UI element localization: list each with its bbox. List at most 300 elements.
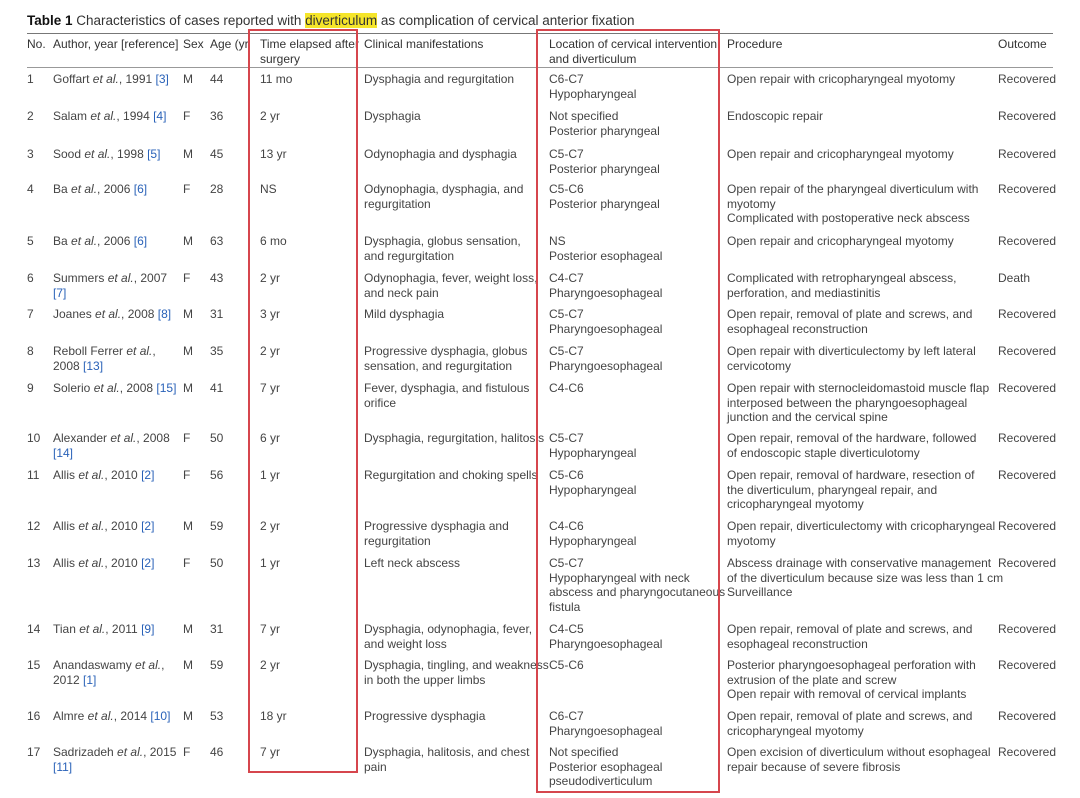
procedure-line: cervicotomy xyxy=(727,358,792,373)
author-year: , 2006 xyxy=(97,234,134,248)
cell-author xyxy=(53,72,169,87)
header-sex xyxy=(183,37,204,52)
header-age xyxy=(210,37,249,52)
cell-sex: F xyxy=(183,745,191,759)
header-outcome-line: Outcome xyxy=(998,37,1047,51)
reference-link[interactable]: [13] xyxy=(83,358,104,373)
cell-outcome: Recovered xyxy=(998,519,1057,533)
clinical-line: Dysphagia, halitosis, and chest xyxy=(364,745,530,759)
cell-time-elapsed: 18 yr xyxy=(260,709,287,723)
author-year: , 1991 xyxy=(118,72,156,86)
table-caption xyxy=(27,13,635,28)
cell-outcome: Recovered xyxy=(998,745,1057,759)
location-line: C4-C6 xyxy=(549,381,584,395)
author-etal: et al. xyxy=(135,658,162,672)
reference-link[interactable]: [9] xyxy=(141,622,155,636)
cell-procedure xyxy=(727,344,976,373)
cell-age: 44 xyxy=(210,72,224,86)
clinical-line: in both the upper limbs xyxy=(364,672,486,687)
author-name: Joanes xyxy=(53,307,96,321)
cell-time-elapsed: 2 yr xyxy=(260,344,281,358)
cell-no: 2 xyxy=(27,109,34,123)
cell-sex: F xyxy=(183,109,191,123)
location-line: C5-C7 xyxy=(549,556,584,570)
cell-outcome: Recovered xyxy=(998,147,1057,161)
author-name: Ba xyxy=(53,182,72,196)
cell-sex: M xyxy=(183,147,193,161)
cell-time-elapsed: NS xyxy=(260,182,277,196)
location-line: C5-C7 xyxy=(549,307,584,321)
procedure-line: myotomy xyxy=(727,533,776,548)
cell-time-elapsed: 7 yr xyxy=(260,745,281,759)
author-year: , 2010 xyxy=(104,519,142,533)
procedure-line: Complicated with postoperative neck abscess xyxy=(727,211,970,225)
cell-time-elapsed: 1 yr xyxy=(260,556,281,570)
author-line xyxy=(53,468,154,483)
cell-time-elapsed: 2 yr xyxy=(260,658,281,672)
header-outcome xyxy=(998,37,1047,52)
location-line: pseudodiverticulum xyxy=(549,774,653,788)
author-name: Anandaswamy xyxy=(53,658,136,672)
cell-sex: F xyxy=(183,556,191,570)
caption-text: Characteristics of cases reported with xyxy=(72,13,306,28)
reference-link[interactable]: [2] xyxy=(141,468,155,482)
procedure-line: Open excision of diverticulum without esophageal xyxy=(727,745,991,759)
cell-clinical xyxy=(364,745,529,774)
author-line xyxy=(53,359,156,374)
clinical-line: Mild dysphagia xyxy=(364,307,445,321)
cell-sex: M xyxy=(183,709,193,723)
cell-procedure xyxy=(727,468,974,512)
procedure-line: cricopharyngeal myotomy xyxy=(727,723,864,738)
reference-link[interactable]: [2] xyxy=(141,556,155,570)
cell-outcome: Death xyxy=(998,271,1031,285)
clinical-line: Dysphagia, globus sensation, xyxy=(364,234,521,248)
header-procedure-line: Procedure xyxy=(727,37,783,51)
author-line xyxy=(53,147,160,162)
author-name: Goffart xyxy=(53,72,93,86)
cell-procedure xyxy=(727,182,978,226)
author-name: Solerio xyxy=(53,381,94,395)
location-line: Pharyngoesophageal xyxy=(549,636,663,651)
procedure-line: Open repair and cricopharyngeal myotomy xyxy=(727,147,954,161)
reference-link[interactable]: [2] xyxy=(141,519,155,533)
procedure-line: of endoscopic staple diverticulotomy xyxy=(727,445,920,460)
cell-clinical xyxy=(364,147,517,162)
clinical-line: Fever, dysphagia, and fistulous xyxy=(364,381,530,395)
table-label: Table 1 xyxy=(27,13,73,28)
cell-time-elapsed: 13 yr xyxy=(260,147,287,161)
cell-time-elapsed: 11 mo xyxy=(260,72,293,86)
procedure-line: repair because of severe fibrosis xyxy=(727,759,901,774)
author-etal: et al. xyxy=(87,709,114,723)
cell-author xyxy=(53,431,170,460)
author-year: , 2011 xyxy=(105,622,142,636)
header-location-line: and diverticulum xyxy=(549,51,637,66)
cell-procedure xyxy=(727,381,989,425)
reference-link[interactable]: [4] xyxy=(153,109,167,123)
header-author-line: Author, year [reference] xyxy=(53,37,179,51)
cell-age: 50 xyxy=(210,556,224,570)
cell-clinical xyxy=(364,431,544,446)
cell-author xyxy=(53,344,156,373)
location-line: C4-C6 xyxy=(549,519,584,533)
procedure-line: Open repair with cricopharyngeal myotomy xyxy=(727,72,956,86)
cell-no: 4 xyxy=(27,182,34,196)
cell-procedure xyxy=(727,519,995,548)
author-etal: et al. xyxy=(126,344,153,358)
clinical-line: orifice xyxy=(364,395,397,410)
header-age-line: Age (yr xyxy=(210,37,249,51)
author-etal: et al. xyxy=(78,468,105,482)
cell-author xyxy=(53,234,147,249)
clinical-line: sensation, and regurgitation xyxy=(364,358,513,373)
author-etal: et al. xyxy=(110,431,137,445)
location-line: Hypopharyngeal xyxy=(549,533,637,548)
cell-no: 13 xyxy=(27,556,41,570)
procedure-line: Posterior pharyngoesophageal perforation with xyxy=(727,658,976,672)
author-year: , xyxy=(152,344,156,358)
author-name: Ba xyxy=(53,234,72,248)
author-line xyxy=(53,431,170,446)
cell-time-elapsed: 2 yr xyxy=(260,271,281,285)
procedure-line: Open repair and cricopharyngeal myotomy xyxy=(727,234,954,248)
reference-link[interactable]: [3] xyxy=(155,72,169,86)
author-line xyxy=(53,760,176,775)
author-etal: et al. xyxy=(71,182,98,196)
procedure-line: Open repair, removal of plate and screws, and xyxy=(727,622,973,636)
cell-procedure xyxy=(727,658,976,702)
cell-no: 6 xyxy=(27,271,34,285)
procedure-line: junction and the cervical spine xyxy=(727,410,888,424)
cell-clinical xyxy=(364,709,485,724)
header-time-elapsed-line: surgery xyxy=(260,51,301,66)
header-author xyxy=(53,37,178,52)
clinical-line: Dysphagia, tingling, and weakness xyxy=(364,658,549,672)
cell-procedure xyxy=(727,109,823,124)
cell-sex: M xyxy=(183,307,193,321)
location-line: C5-C7 xyxy=(549,431,584,445)
reference-link[interactable]: [6] xyxy=(133,182,148,196)
author-year: , xyxy=(161,658,165,672)
procedure-line: Open repair of the pharyngeal diverticulum with xyxy=(727,182,979,196)
cell-no: 8 xyxy=(27,344,34,358)
cell-sex: M xyxy=(183,622,193,636)
cell-age: 59 xyxy=(210,519,224,533)
cell-sex: F xyxy=(183,431,191,445)
reference-link[interactable]: [5] xyxy=(147,147,161,161)
procedure-line: the diverticulum, pharyngeal repair, and xyxy=(727,482,938,497)
cell-sex: F xyxy=(183,468,191,482)
cell-no: 16 xyxy=(27,709,41,723)
header-clinical-manifestations-line: Clinical manifestations xyxy=(364,37,484,51)
reference-link[interactable]: [10] xyxy=(150,709,171,723)
cell-age: 59 xyxy=(210,658,224,672)
author-etal: et al. xyxy=(78,556,105,570)
reference-link[interactable]: [1] xyxy=(83,672,97,687)
clinical-line: regurgitation xyxy=(364,196,431,211)
reference-link[interactable]: [11] xyxy=(53,759,73,774)
clinical-line: regurgitation xyxy=(364,533,431,548)
author-name: Reboll Ferrer xyxy=(53,344,127,358)
cell-age: 28 xyxy=(210,182,224,196)
cell-author xyxy=(53,556,154,571)
cell-outcome: Recovered xyxy=(998,622,1057,636)
procedure-line: Open repair with diverticulectomy by left lateral xyxy=(727,344,976,358)
cell-sex: M xyxy=(183,72,193,86)
cell-procedure xyxy=(727,234,954,249)
cell-clinical xyxy=(364,658,549,687)
author-name: Allis xyxy=(53,468,79,482)
cell-time-elapsed: 6 yr xyxy=(260,431,281,445)
location-line: NS xyxy=(549,234,566,248)
cell-time-elapsed: 7 yr xyxy=(260,622,281,636)
cell-outcome: Recovered xyxy=(998,381,1057,395)
procedure-line: of the diverticulum because size was less than 1 cm xyxy=(727,570,1004,585)
cell-author xyxy=(53,745,176,774)
cell-no: 15 xyxy=(27,658,41,672)
procedure-line: Open repair with sternocleidomastoid muscle flap xyxy=(727,381,990,395)
location-line: C4-C5 xyxy=(549,622,584,636)
location-line: C5-C7 xyxy=(549,147,584,161)
cell-outcome: Recovered xyxy=(998,344,1057,358)
location-line: Not specified xyxy=(549,745,619,759)
author-year: , 2010 xyxy=(104,468,142,482)
author-line xyxy=(53,673,164,688)
cell-sex: M xyxy=(183,658,193,672)
cell-author xyxy=(53,381,176,396)
procedure-line: Complicated with retropharyngeal abscess, xyxy=(727,271,957,285)
procedure-line: Open repair, removal of plate and screws, and xyxy=(727,307,973,321)
cell-outcome: Recovered xyxy=(998,234,1057,248)
author-name: Allis xyxy=(53,556,79,570)
clinical-line: Regurgitation and choking spells xyxy=(364,468,538,482)
cell-outcome: Recovered xyxy=(998,468,1057,482)
procedure-line: Open repair with removal of cervical implants xyxy=(727,687,967,701)
author-line xyxy=(53,344,156,359)
clinical-line: Dysphagia and regurgitation xyxy=(364,72,515,86)
author-name: Sadrizadeh xyxy=(53,745,118,759)
author-etal: et al. xyxy=(84,147,111,161)
location-line: Pharyngoesophageal xyxy=(549,285,663,300)
procedure-line: Surveillance xyxy=(727,585,793,599)
cell-procedure xyxy=(727,72,955,87)
author-year: , 2008 xyxy=(121,307,158,321)
author-etal: et al. xyxy=(78,519,105,533)
author-line xyxy=(53,745,176,760)
highlight-box-location-column xyxy=(536,29,720,793)
cell-procedure xyxy=(727,307,972,336)
author-etal: et al. xyxy=(95,307,122,321)
header-location-line: Location of cervical intervention xyxy=(549,37,718,51)
author-year: , 2008 xyxy=(119,381,157,395)
location-line: C5-C7 xyxy=(549,344,584,358)
clinical-line: Progressive dysphagia, globus xyxy=(364,344,528,358)
header-no xyxy=(27,37,46,52)
cell-clinical xyxy=(364,556,460,571)
author-line xyxy=(53,446,170,461)
cell-procedure xyxy=(727,431,976,460)
cell-age: 31 xyxy=(210,307,224,321)
cell-outcome: Recovered xyxy=(998,182,1057,196)
cell-age: 56 xyxy=(210,468,224,482)
cell-procedure xyxy=(727,745,990,774)
author-line xyxy=(53,234,147,249)
cell-age: 31 xyxy=(210,622,224,636)
clinical-line: and regurgitation xyxy=(364,248,455,263)
location-line: Not specified xyxy=(549,109,619,123)
cell-procedure xyxy=(727,147,954,162)
author-etal: et al. xyxy=(79,622,106,636)
procedure-line: interposed between the pharyngoesophageal xyxy=(727,395,968,410)
clinical-line: pain xyxy=(364,759,387,774)
cell-clinical xyxy=(364,109,421,124)
clinical-line: Progressive dysphagia and xyxy=(364,519,509,533)
reference-link[interactable]: [7] xyxy=(53,285,67,300)
author-etal: et al. xyxy=(90,109,117,123)
cell-author xyxy=(53,658,164,687)
cell-no: 1 xyxy=(27,72,34,86)
procedure-line: myotomy xyxy=(727,196,776,211)
author-line xyxy=(53,709,170,724)
cell-procedure xyxy=(727,709,972,738)
cell-age: 46 xyxy=(210,745,224,759)
author-etal: et al. xyxy=(93,381,120,395)
author-line xyxy=(53,381,176,396)
procedure-line: esophageal reconstruction xyxy=(727,321,868,336)
cell-author xyxy=(53,109,166,124)
location-line: Posterior pharyngeal xyxy=(549,161,660,176)
header-no-line: No. xyxy=(27,37,46,51)
cell-clinical xyxy=(364,234,521,263)
cell-outcome: Recovered xyxy=(998,109,1057,123)
cell-sex: F xyxy=(183,271,191,285)
location-line: C4-C7 xyxy=(549,271,584,285)
clinical-line: and neck pain xyxy=(364,285,439,300)
cell-no: 9 xyxy=(27,381,34,395)
clinical-line: Dysphagia, regurgitation, halitosis xyxy=(364,431,545,445)
highlight-box-time-column xyxy=(248,29,358,773)
cell-author xyxy=(53,709,170,724)
cell-procedure xyxy=(727,622,972,651)
author-line xyxy=(53,109,166,124)
procedure-line: Open repair, removal of the hardware, followed xyxy=(727,431,977,445)
cell-author xyxy=(53,182,147,197)
procedure-line: perforation, and mediastinitis xyxy=(727,285,881,300)
author-name: Alexander xyxy=(53,431,111,445)
procedure-line: Abscess drainage with conservative management xyxy=(727,556,992,570)
author-year: , 2008 xyxy=(136,431,170,445)
header-procedure xyxy=(727,37,782,52)
cell-age: 41 xyxy=(210,381,224,395)
author-line xyxy=(53,622,154,637)
location-line: Hypopharyngeal xyxy=(549,445,637,460)
author-year: , 2014 xyxy=(113,709,151,723)
author-name: Allis xyxy=(53,519,79,533)
cell-clinical xyxy=(364,344,527,373)
location-line: Hypopharyngeal with neck xyxy=(549,570,690,585)
cell-clinical xyxy=(364,468,537,483)
author-year: , 2015 xyxy=(143,745,177,759)
cell-clinical xyxy=(364,622,532,651)
reference-link[interactable]: [14] xyxy=(53,445,74,460)
location-line: Pharyngoesophageal xyxy=(549,723,663,738)
cell-age: 45 xyxy=(210,147,224,161)
cell-age: 35 xyxy=(210,344,224,358)
clinical-line: Odynophagia, dysphagia, and xyxy=(364,182,524,196)
cell-author xyxy=(53,307,171,322)
cell-procedure xyxy=(727,271,956,300)
cell-time-elapsed: 7 yr xyxy=(260,381,281,395)
cell-clinical xyxy=(364,307,444,322)
location-line: Hypopharyngeal xyxy=(549,86,637,101)
cell-time-elapsed: 2 yr xyxy=(260,109,281,123)
cell-sex: M xyxy=(183,234,193,248)
clinical-line: Odynophagia and dysphagia xyxy=(364,147,517,161)
cell-sex: M xyxy=(183,381,193,395)
cell-author xyxy=(53,519,154,534)
clinical-line: Progressive dysphagia xyxy=(364,709,486,723)
author-name: Summers xyxy=(53,271,108,285)
author-name: 2008 xyxy=(53,358,84,373)
header-time-elapsed-line: Time elapsed after xyxy=(260,37,359,51)
cell-procedure xyxy=(727,556,1003,600)
cell-sex: M xyxy=(183,519,193,533)
procedure-line: Endoscopic repair xyxy=(727,109,824,123)
author-line xyxy=(53,519,154,534)
cell-time-elapsed: 2 yr xyxy=(260,519,281,533)
author-year: , 2007 xyxy=(133,271,168,285)
reference-link[interactable]: [6] xyxy=(133,234,148,248)
cell-time-elapsed: 1 yr xyxy=(260,468,281,482)
author-line xyxy=(53,271,167,286)
author-etal: et al. xyxy=(71,234,98,248)
location-line: C6-C7 xyxy=(549,72,584,86)
author-line xyxy=(53,307,171,322)
location-line: Posterior esophageal xyxy=(549,759,663,774)
cell-clinical xyxy=(364,72,514,87)
location-line: Posterior esophageal xyxy=(549,248,663,263)
cell-age: 63 xyxy=(210,234,224,248)
location-line: C5-C6 xyxy=(549,468,584,482)
author-year: , 2010 xyxy=(104,556,142,570)
author-year: , 1994 xyxy=(116,109,154,123)
procedure-line: cricopharyngeal myotomy xyxy=(727,497,864,511)
cell-time-elapsed: 6 mo xyxy=(260,234,287,248)
cell-outcome: Recovered xyxy=(998,431,1057,445)
author-line xyxy=(53,286,167,301)
author-name: Tian xyxy=(53,622,80,636)
cell-author xyxy=(53,147,160,162)
cell-outcome: Recovered xyxy=(998,307,1057,321)
cell-no: 17 xyxy=(27,745,41,759)
cell-clinical xyxy=(364,182,523,211)
cell-outcome: Recovered xyxy=(998,72,1057,86)
clinical-line: Dysphagia, odynophagia, fever, xyxy=(364,622,533,636)
reference-link[interactable]: [15] xyxy=(156,381,177,395)
location-line: Pharyngoesophageal xyxy=(549,358,663,373)
author-name: 2012 xyxy=(53,672,84,687)
reference-link[interactable]: [8] xyxy=(157,307,172,321)
procedure-line: Open repair, removal of hardware, resection of xyxy=(727,468,975,482)
location-line: Pharyngoesophageal xyxy=(549,321,663,336)
cell-age: 43 xyxy=(210,271,224,285)
cell-author xyxy=(53,622,154,637)
cell-no: 10 xyxy=(27,431,41,445)
author-year: , 2006 xyxy=(97,182,134,196)
clinical-line: Odynophagia, fever, weight loss, xyxy=(364,271,538,285)
procedure-line: extrusion of the plate and screw xyxy=(727,672,897,687)
